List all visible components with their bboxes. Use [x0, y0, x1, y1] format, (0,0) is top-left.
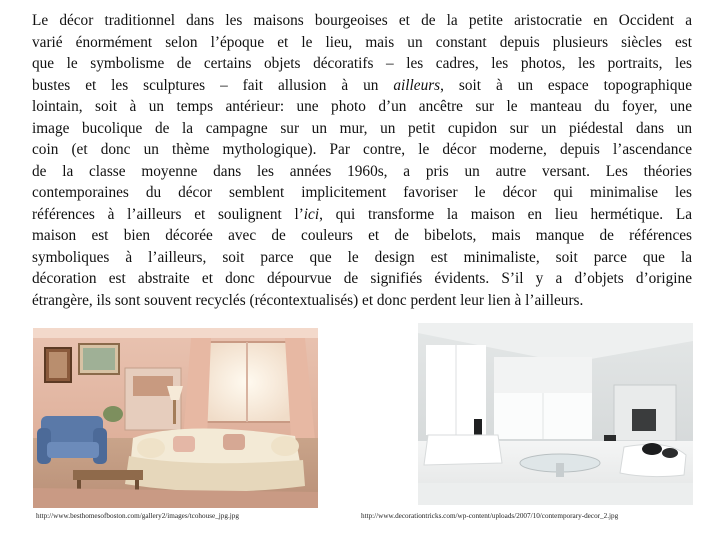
body-paragraph: [32, 10, 692, 311]
text-line: maison est bien décorée avec de couleurs et de bibelots, mais manque de références: [32, 227, 692, 244]
text-segment: , qui transforme la maison en lieu hermétique. La: [319, 205, 692, 223]
text-line: [32, 75, 692, 97]
text-line: Le décor traditionnel dans les maisons bourgeoises et de la petite aristocratie en Occident a: [32, 12, 692, 29]
text-line: lointain, soit à un temps antérieur: une photo d’un ancêtre sur le manteau du foyer, une: [32, 98, 692, 115]
text-line: de la classe moyenne dans les années 1960s, a pris un autre versant. Les théories: [32, 162, 692, 180]
traditional-room-photo: [33, 328, 318, 508]
text-line: symboliques à l’ailleurs, soit parce que le design est minimaliste, soit parce que la: [32, 248, 692, 266]
text-line: décoration est abstraite et donc dépourvue de signifiés évidents. S’il y a d’objets d’origine: [32, 270, 692, 287]
text-line: coin (et donc un thème mythologique). Par contre, le décor moderne, depuis l’ascendance: [32, 141, 692, 158]
text-line: que le symbolisme de certains objets décoratifs – les cadres, les photos, les portraits, les: [32, 55, 692, 72]
emphasis-ici: ici: [303, 205, 320, 223]
emphasis-ailleurs: ailleurs: [393, 76, 441, 94]
text-segment: , soit à un espace topographique: [440, 76, 692, 94]
text-line: [32, 204, 692, 226]
caption-right-url[interactable]: http://www.decorationtricks.com/wp-content/uploads/2007/10/contemporary-decor_2.jpg: [361, 512, 619, 520]
text-line: image bucolique de la campagne sur un mur, un petit cupidon sur un piédestal dans un: [32, 119, 692, 137]
text-line: étrangère, ils sont souvent recyclés (récontextualisés) et donc perdent leur lien à l’ailleurs.: [32, 291, 584, 309]
text-segment: références à l’ailleurs et soulignent l’: [32, 205, 304, 223]
text-segment: bustes et les sculptures – fait allusion à un: [32, 76, 394, 94]
caption-left-url[interactable]: http://www.besthomesofboston.com/gallery2/images/tcohouse_jpg.jpg: [36, 512, 239, 520]
text-line: contemporaines du décor semblent implicitement favoriser le décor qui minimalise les: [32, 184, 692, 201]
text-line: varié énormément selon l’époque et le lieu, mais un constant depuis plusieurs siècles est: [32, 33, 692, 51]
modern-room-photo: [418, 323, 693, 505]
